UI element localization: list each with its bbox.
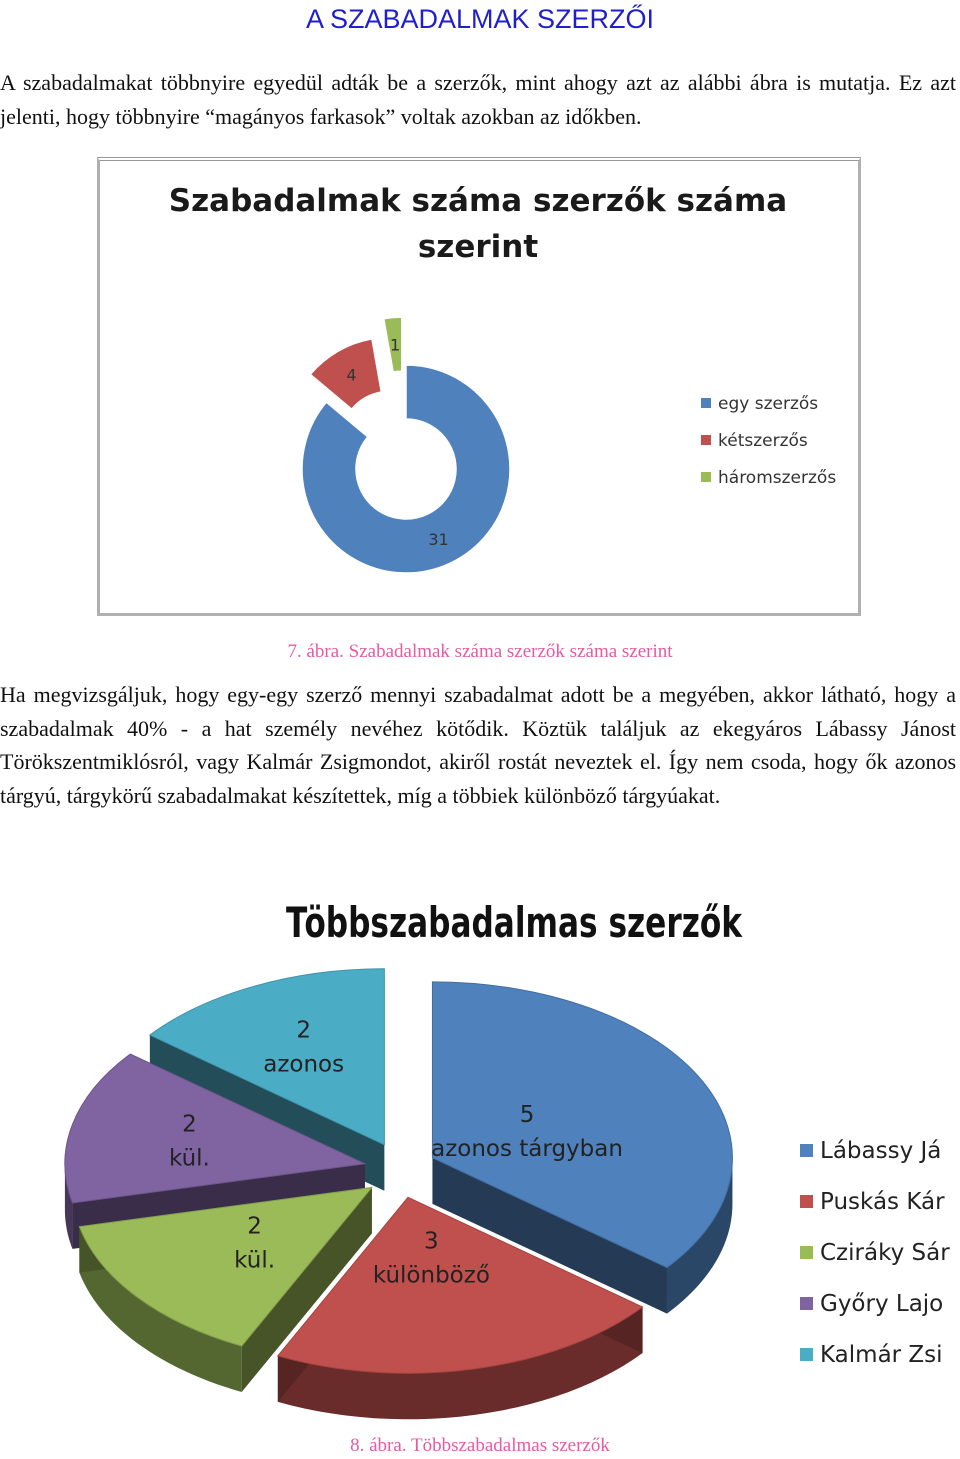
figure7-caption: 7. ábra. Szabadalmak száma szerzők száma szerint: [287, 641, 673, 662]
legend-swatch-haromszerzos: [701, 472, 711, 482]
legend-label-haromszerzos: háromszerzős: [718, 468, 837, 488]
legend-label-puskas-kar: Puskás Kár: [820, 1189, 945, 1215]
legend-label-gyory-lajo: Győry Lajo: [820, 1291, 944, 1317]
legend-swatch-egy-szerzos: [701, 398, 711, 408]
legend-label-labassy-ja: Lábassy Já: [820, 1138, 942, 1164]
legend-swatch-labassy-ja: [800, 1144, 813, 1157]
pie-data-label: 2: [296, 1017, 311, 1044]
pie-data-label: azonos: [263, 1051, 345, 1078]
intro-paragraph: A szabadalmakat többnyire egyedül adták be a szerzők, mint ahogy azt az alábbi ábra is mutatja. Ez azt jelenti, hogy többnyire “magányos farkasok” voltak azokban az időkben.: [0, 70, 956, 129]
legend-label-cziraky-sar: Cziráky Sár: [820, 1240, 950, 1266]
chart1-slices: [302, 317, 510, 573]
figure8-caption: 8. ábra. Többszabadalmas szerzők: [350, 1435, 610, 1456]
legend-label-ketszerzos: kétszerzős: [718, 431, 808, 451]
legend-swatch-kalmar-zsi: [800, 1348, 813, 1361]
doughnut-data-label: 1: [390, 335, 401, 355]
chart2-legend: [800, 1138, 950, 1368]
chart2-title: Többszabadalmas szerzők: [286, 898, 743, 947]
legend-swatch-gyory-lajo: [800, 1297, 813, 1310]
pie-data-label: 2: [182, 1111, 197, 1138]
doughnut-slice-egy-szerzos: [302, 365, 510, 573]
pie-data-label: 3: [424, 1228, 439, 1255]
pie-data-label: különböző: [372, 1262, 490, 1289]
chart1-title-line1: Szabadalmak száma szerzők száma: [168, 183, 788, 219]
doughnut-data-label: 4: [346, 365, 357, 385]
chart1-legend: [701, 394, 836, 488]
pie-data-label: azonos tárgyban: [431, 1136, 623, 1163]
legend-swatch-ketszerzos: [701, 435, 711, 445]
pie-data-label: kül.: [234, 1247, 276, 1274]
legend-swatch-cziraky-sar: [800, 1246, 813, 1259]
chart1-title-line2: szerint: [417, 229, 539, 265]
page-heading: A SZABADALMAK SZERZŐI: [305, 4, 655, 34]
legend-label-kalmar-zsi: Kalmár Zsi: [820, 1342, 943, 1368]
pie-data-label: 2: [247, 1213, 262, 1240]
3d-pie-chart: [0, 880, 960, 1420]
chart2-slices: [65, 969, 733, 1420]
legend-swatch-puskas-kar: [800, 1195, 813, 1208]
legend-label-egy-szerzos: egy szerzős: [718, 394, 819, 414]
chart-frame: [97, 157, 861, 616]
pie-data-label: 5: [519, 1102, 535, 1129]
body-paragraph: Ha megvizsgáljuk, hogy egy-egy szerző mennyi szabadalmat adott be a megyében, akkor látható, hogy a szabadalmak 40% - a hat személy nevéhez kötődik. Köztük találjuk az ekegyáros Lábassy Jánost Törökszentmiklósról, vagy Kalmár Zsigmondot, akiről rostát neveztek el. Így nem csoda, hogy ők azonos tárgyú, tárgykörű szabadalmakat készítettek, míg a többiek különböző tárgyúakat.: [0, 682, 956, 808]
doughnut-data-label: 31: [428, 529, 449, 549]
pie-data-label: kül.: [168, 1145, 210, 1172]
doughnut-chart: [100, 161, 858, 613]
